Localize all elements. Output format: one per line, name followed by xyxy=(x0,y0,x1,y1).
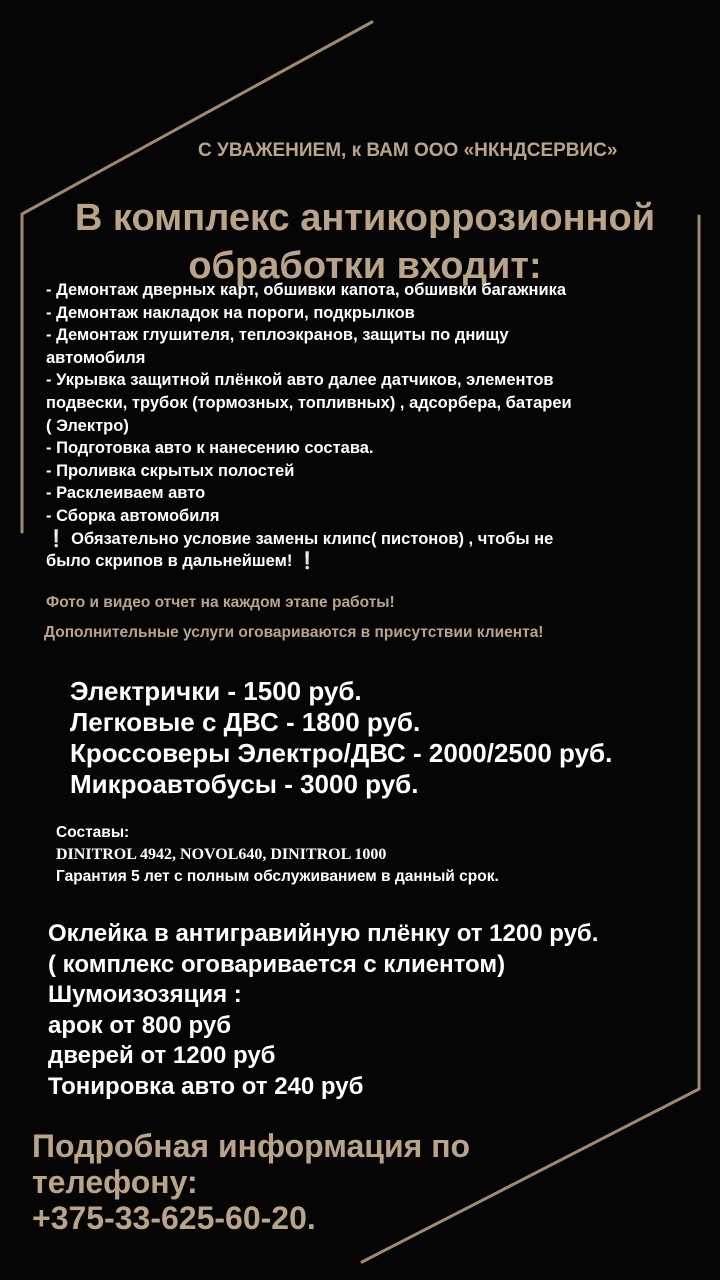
price-item: Легковые с ДВС - 1800 руб. xyxy=(70,707,421,737)
contact-line-2: телефону: xyxy=(32,1164,198,1200)
warranty-text: Гарантия 5 лет с полным обслуживанием в данный срок. xyxy=(56,868,499,885)
extra-item: арок от 800 руб xyxy=(48,1011,232,1039)
photo-report-note: Фото и видео отчет на каждом этапе работы! xyxy=(46,594,395,611)
price-list xyxy=(70,676,700,800)
warning-text-2: было скрипов в дальнейшем! xyxy=(46,552,297,571)
price-item: Кроссоверы Электро/ДВС - 2000/2500 руб. xyxy=(70,738,613,768)
exclamation-icon: ❕ xyxy=(296,552,318,571)
list-item: - Сборка автомобиля xyxy=(46,506,220,525)
list-item: - Подготовка авто к нанесению состава. xyxy=(46,439,374,458)
list-item: - Демонтаж глушителя, теплоэкранов, защиты по днищу xyxy=(46,326,509,345)
compounds-block xyxy=(56,822,676,888)
warning-line-2 xyxy=(46,550,686,573)
contact-block xyxy=(32,1128,592,1236)
list-item: - Демонтаж накладок на пороги, подкрылков xyxy=(46,303,415,322)
warning-text-1: Обязательно условие замены клипс( пистонов) , чтобы не xyxy=(66,529,554,548)
exclamation-icon: ❕ xyxy=(46,529,67,548)
page-title-line-2: обработки входит: xyxy=(188,245,542,287)
extra-item: ( комплекс оговаривается с клиентом) xyxy=(48,950,506,978)
page-title-line-1: В комплекс антикоррозионной xyxy=(74,197,656,239)
list-item: - Укрывка защитной плёнкой авто далее датчиков, элементов xyxy=(46,371,554,390)
extra-item: дверей от 1200 руб xyxy=(48,1042,276,1069)
list-item: - Расклеиваем авто xyxy=(46,484,206,503)
extra-services-note: Дополнительные услуги оговариваются в присутствии клиента! xyxy=(44,624,544,641)
list-item: автомобиля xyxy=(46,348,146,367)
page-title xyxy=(40,194,690,290)
contact-line-1: Подробная информация по xyxy=(32,1128,471,1164)
compounds-list: DINITROL 4942, NOVOL640, DINITROL 1000 xyxy=(56,846,387,863)
price-item: Электрички - 1500 руб. xyxy=(70,676,362,706)
warning-line-1 xyxy=(46,528,686,551)
list-item: - Демонтаж дверных карт, обшивки капота, обшивки багажника xyxy=(46,281,567,299)
greeting: С УВАЖЕНИЕМ, к ВАМ ООО «НКНДСЕРВИС» xyxy=(198,140,618,161)
list-item: подвески, трубок (тормозных, топливных) , адсорбера, батареи xyxy=(46,393,572,412)
extra-item: Оклейка в антигравийную плёнку от 1200 руб. xyxy=(48,920,599,947)
services-list xyxy=(46,279,686,573)
phone-number[interactable]: +375-33-625-60-20. xyxy=(32,1200,316,1236)
price-item: Микроавтобусы - 3000 руб. xyxy=(70,769,419,799)
list-item: ( Электро) xyxy=(46,416,129,435)
list-item: - Проливка скрытых полостей xyxy=(46,461,295,480)
extra-item: Тонировка авто от 240 руб xyxy=(48,1072,364,1100)
compounds-label: Составы: xyxy=(56,824,130,841)
extra-services xyxy=(48,919,698,1102)
extra-item: Шумоизозяция : xyxy=(48,981,242,1008)
frame-top-diagonal xyxy=(22,22,372,214)
